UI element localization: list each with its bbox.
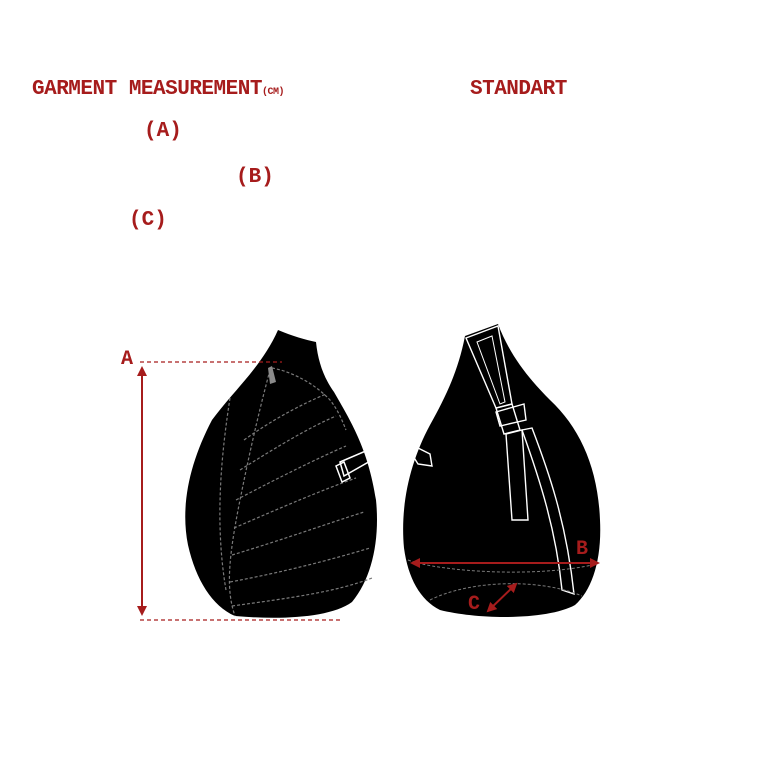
measurement-row-b-label: (B) xyxy=(236,166,274,189)
bag-back-view xyxy=(403,324,600,617)
measurement-a-label: A xyxy=(121,348,134,371)
heading-title: GARMENT MEASUREMENT xyxy=(32,78,262,101)
measurement-row-c-label: (C) xyxy=(129,209,167,232)
measurement-c-label: C xyxy=(468,593,481,616)
size-column-header: STANDART xyxy=(470,78,567,101)
measurement-row-a-label: (A) xyxy=(144,120,182,143)
measurement-b-label: B xyxy=(576,538,589,561)
bag-front-view xyxy=(185,330,377,618)
heading-unit: (CM) xyxy=(261,87,284,98)
